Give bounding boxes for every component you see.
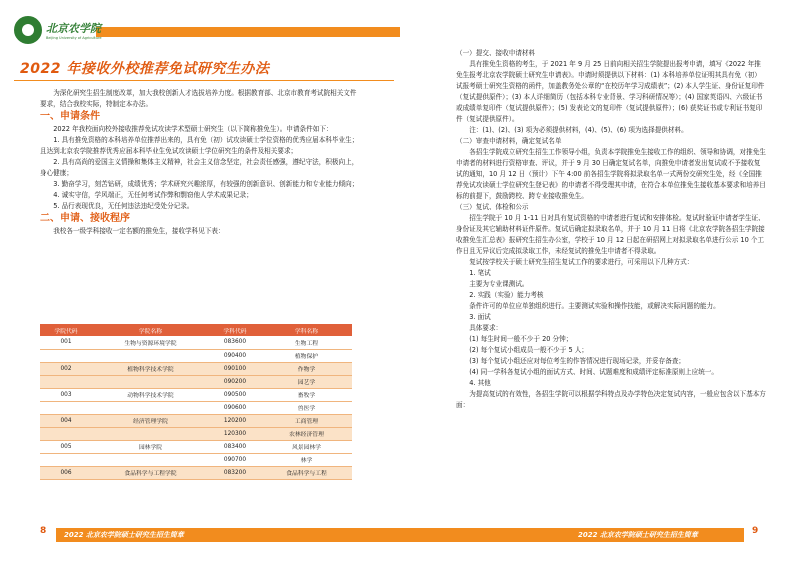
exam-item: 主要为专业课测试。	[469, 280, 529, 288]
college-code-cell: 004	[40, 414, 92, 427]
logo-emblem-icon	[14, 16, 42, 44]
exam-item: (1) 每生时间一般不少于 20 分钟；	[469, 335, 573, 343]
page-number-right: 9	[752, 526, 759, 536]
discipline-code-cell: 090600	[209, 401, 261, 414]
college-name-cell: 生物与资源环境学院	[92, 336, 209, 349]
left-body	[40, 88, 360, 237]
college-code-cell: 005	[40, 440, 92, 453]
college-code-cell	[40, 427, 92, 440]
document-title: 2022 年接收外校推荐免试研究生办法	[20, 61, 270, 77]
college-name-cell: 园林学院	[92, 440, 209, 453]
college-code-cell: 003	[40, 388, 92, 401]
table-header-discipline-code: 学科代码	[209, 324, 261, 336]
exam-item: 1. 笔试	[469, 269, 491, 277]
right-body	[456, 48, 766, 411]
step-3-heading: （三）复试、体检和公示	[456, 203, 529, 211]
college-code-cell: 006	[40, 466, 92, 479]
discipline-code-cell: 120200	[209, 414, 261, 427]
table-row	[40, 414, 352, 427]
discipline-code-cell: 090200	[209, 375, 261, 388]
discipline-code-cell: 083600	[209, 336, 261, 349]
discipline-code-cell: 090400	[209, 349, 261, 362]
exam-item: 2. 实践（实验）能力考核	[469, 291, 544, 299]
exam-item: 3. 面试	[469, 313, 491, 321]
discipline-name-cell: 工商管理	[261, 414, 352, 427]
college-name-cell	[92, 427, 209, 440]
exam-item: 为提高复试的有效性，各招生学院可以根据学科特点及办学特色决定复试内容，一般应包含以下基本方面：	[456, 390, 766, 409]
discipline-code-cell: 090100	[209, 362, 261, 375]
step-1-heading: （一）提交、接收申请材料	[456, 49, 536, 57]
college-code-cell: 002	[40, 362, 92, 375]
intro-paragraph: 为深化研究生招生制度改革，加大我校创新人才选拔培养力度。根据教育部、北京市教育考试院相关文件要求，结合我校实际，特制定本办法。	[40, 89, 357, 108]
table-row	[40, 453, 352, 466]
college-code-cell	[40, 453, 92, 466]
right-page	[400, 0, 800, 562]
discipline-name-cell: 风景园林学	[261, 440, 352, 453]
college-name-cell	[92, 401, 209, 414]
college-code-cell	[40, 401, 92, 414]
college-code-cell: 001	[40, 336, 92, 349]
table-row	[40, 388, 352, 401]
footer-text-right: 2022 北京农学院硕士研究生招生简章	[578, 531, 698, 539]
header-orange-bar	[96, 27, 400, 37]
table-header-discipline-name: 学科名称	[261, 324, 352, 336]
discipline-name-cell: 林学	[261, 453, 352, 466]
university-logo	[14, 10, 102, 50]
table-row	[40, 349, 352, 362]
section-1-heading: 一、申请条件	[40, 111, 100, 122]
table-row	[40, 427, 352, 440]
exam-item: 具体要求：	[469, 324, 503, 332]
logo-english-name: Beijing University of Agriculture	[46, 36, 102, 40]
table-row	[40, 336, 352, 349]
college-name-cell	[92, 349, 209, 362]
college-name-cell	[92, 453, 209, 466]
discipline-name-cell: 畜牧学	[261, 388, 352, 401]
table-row	[40, 466, 352, 479]
step-1-paragraph: 具有推免生资格的考生，于 2021 年 9 月 25 日前向相关招生学院提出报考申请，填写《2022 年推免生报考北京农学院硕士研究生申请表》。申请时须提供以下材料：(1) 本科培养单位证明其具有免（初）试报考硕士研究生资格的函件，加盖教务处公章的“在校历年学习成绩表”；(2) 本人学生证、身份证复印件（复试提供原件）；(3) 本人详细简历（包括本科专业背景、学习科研情况等）；(4) 国家英语四、六级证书或成绩单复印件（复试提供原件）；(5) 发表论文的复印件（复试提供原件）；(6) 获奖证书或专利证书复印件（复试提供原件）。	[456, 60, 765, 123]
step-3-paragraph-2: 复试按学校关于硕士研究生招生复试工作的要求进行，可采用以下几种方式：	[469, 258, 694, 266]
discipline-code-cell: 090700	[209, 453, 261, 466]
discipline-code-cell: 083400	[209, 440, 261, 453]
step-3-paragraph: 招生学院于 10 月 1-11 日对具有复试资格的申请者进行复试和安排体检。复试时验证申请者学生证、身份证及其它辅助材料证件原件。复试后确定拟录取名单，并于 10 月 11 日将《北京农学院各招生学院接收推免生汇总表》报研究生招生办公室，学校于 10 月 12 日起在研招网上对拟录取名单进行公示 10 个工作日且无异议后完成拟录取工作，未经复试的推免生申请者不得录取。	[456, 214, 765, 255]
discipline-name-cell: 兽医学	[261, 401, 352, 414]
discipline-name-cell: 作物学	[261, 362, 352, 375]
discipline-name-cell: 农林经济管理	[261, 427, 352, 440]
title-underline	[14, 80, 394, 81]
discipline-name-cell: 植物保护	[261, 349, 352, 362]
college-code-cell	[40, 349, 92, 362]
discipline-name-cell: 食品科学与工程	[261, 466, 352, 479]
discipline-code-cell: 090500	[209, 388, 261, 401]
majors-table	[40, 324, 352, 480]
exam-item: 4. 其他	[469, 379, 491, 387]
college-name-cell: 动物科学技术学院	[92, 388, 209, 401]
table-row	[40, 375, 352, 388]
condition-item: 4. 诚实守信，学风端正，无任何考试作弊和剽窃他人学术成果记录；	[53, 191, 253, 199]
logo-chinese-name: 北京农学院	[46, 22, 101, 35]
step-2-paragraph: 各招生学院成立研究生招生工作领导小组，负责本学院推免生接收工作的组织、领导和协调，对推免生申请者的材料进行资格审查、评议，并于 9 月 30 日确定复试名单，向推免申请者发出复试或不予接收复试的通知，10 月 12 日（预计）下午 4:00 前各招生学院将拟录取名单一式两份交研究生处，经《全国推荐免试攻读硕士学位研究生登记表》的申请者不得受理其申请，在符合本单位推免生接收基本要求和培养目标的前提下，鼓励跨校、跨专业接收推免生。	[456, 148, 766, 200]
table-header-college-name: 学院名称	[92, 324, 209, 336]
exam-item: (4) 同一学科各复试小组的面试方式、时间、试题难度和成绩评定标准原则上应统一。	[469, 368, 718, 376]
discipline-code-cell: 120300	[209, 427, 261, 440]
exam-item: (3) 每个复试小组还应对每位考生的作答情况进行现场记录，并妥存备查；	[469, 357, 686, 365]
condition-item: 1. 具有推免资格的本科培养单位推荐出来的，具有免（初）试攻读硕士学位资格的优秀应届本科毕业生；且达到北京农学院推荐优秀应届本科毕业生免试攻读硕士学位研究生的条件及相关要求；	[40, 136, 359, 155]
table-row	[40, 362, 352, 375]
exam-item: (2) 每个复试小组成员一般不少于 5 人；	[469, 346, 588, 354]
step-2-heading: （二）审查申请材料，确定复试名单	[456, 137, 562, 145]
page-number-left: 8	[40, 526, 47, 536]
section-1-paragraph: 2022 年我校面向校外接收推荐免试攻读学术型硕士研究生（以下简称推免生）。申请条件如下：	[53, 125, 333, 133]
condition-item: 2. 具有高尚的爱国主义情操和集体主义精神，社会主义信念坚定，社会责任感强，遵纪守法，积极向上，身心健康；	[40, 158, 359, 177]
condition-item: 5. 品行表现优良，无任何违法违纪受处分记录。	[53, 202, 194, 210]
college-name-cell: 食品科学与工程学院	[92, 466, 209, 479]
table-row	[40, 440, 352, 453]
college-name-cell: 植物科学技术学院	[92, 362, 209, 375]
college-name-cell	[92, 375, 209, 388]
section-2-paragraph: 我校各一级学科接收一定名额的推免生，接收学科见下表：	[53, 227, 225, 235]
discipline-name-cell: 园艺学	[261, 375, 352, 388]
condition-item: 3. 勤奋学习，刻苦钻研，成绩优秀；学术研究兴趣浓厚，有较强的创新意识、创新能力和专业能力倾向；	[53, 180, 359, 188]
section-2-heading: 二、申请、接收程序	[40, 213, 130, 224]
college-code-cell	[40, 375, 92, 388]
college-name-cell: 经济管理学院	[92, 414, 209, 427]
step-1-note: 注：(1)、(2)、(3) 项为必须提供材料，(4)、(5)、(6) 项为选择提供材料。	[469, 126, 688, 134]
footer-text-left: 2022 北京农学院硕士研究生招生简章	[64, 531, 184, 539]
exam-item: 条件许可的单位应单独组织进行。主要测试实验和操作技能，或解决实际问题的能力。	[469, 302, 720, 310]
discipline-code-cell: 083200	[209, 466, 261, 479]
table-row	[40, 401, 352, 414]
discipline-name-cell: 生物工程	[261, 336, 352, 349]
table-header-college-code: 学院代码	[40, 324, 92, 336]
